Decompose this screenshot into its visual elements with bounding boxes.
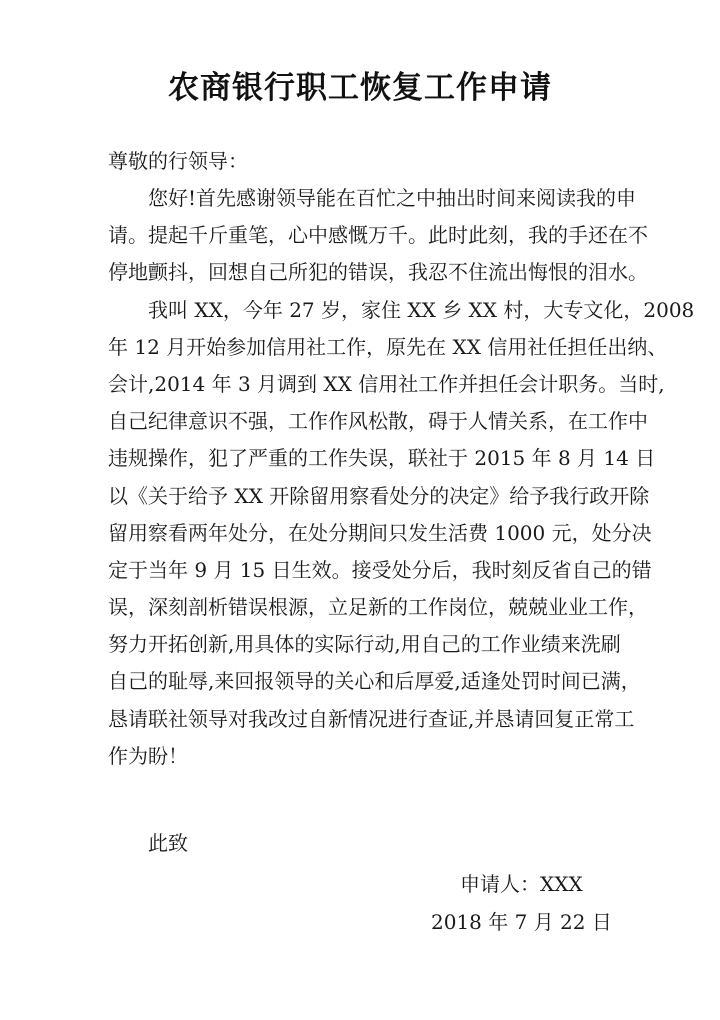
body-line: 会计,2014 年 3 月调到 XX 信用社工作并担任会计职务。当时, [108, 371, 665, 396]
body-line: 停地颤抖，回想自己所犯的错误，我忍不住流出悔恨的泪水。 [108, 260, 648, 285]
body-line: 违规操作，犯了严重的工作失误，联社于 2015 年 8 月 14 日 [108, 446, 656, 471]
body-line: 自己的耻辱,来回报领导的关心和后厚爱,适逢处罚时间已满， [108, 669, 641, 694]
body-line: 以《关于给予 XX 开除留用察看处分的决定》给予我行政开除 [108, 483, 650, 508]
signature: 申请人：XXX [460, 872, 583, 896]
body-line: 自己纪律意识不强，工作作风松散，碍于人情关系，在工作中 [108, 409, 648, 434]
body-line: 误，深刻剖析错误根源，立足新的工作岗位，兢兢业业工作， [108, 595, 648, 620]
body-line: 请。提起千斤重笔，心中感慨万千。此时此刻，我的手还在不 [108, 223, 648, 248]
date: 2018 年 7 月 22 日 [431, 910, 612, 934]
body-line: 作为盼！ [108, 743, 188, 768]
body-line: 定于当年 9 月 15 日生效。接受处分后，我时刻反省自己的错 [108, 557, 652, 582]
document-title: 农商银行职工恢复工作申请 [168, 70, 552, 106]
closing: 此致 [148, 831, 188, 855]
document-body [108, 180, 695, 775]
body-line: 努力开拓创新,用具体的实际行动,用自己的工作业绩来洗刷 [108, 632, 621, 657]
salutation: 尊敬的行领导： [108, 149, 248, 173]
body-line: 我叫 XX，今年 27 岁，家住 XX 乡 XX 村，大专文化，2008 [148, 297, 695, 322]
body-line: 您好!首先感谢领导能在百忙之中抽出时间来阅读我的申 [148, 186, 637, 210]
body-line: 留用察看两年处分，在处分期间只发生活费 1000 元，处分决 [108, 520, 652, 545]
body-line: 恳请联社领导对我改过自新情况进行查证,并恳请回复正常工 [108, 706, 635, 731]
body-line: 年 12 月开始参加信用社工作，原先在 XX 信用社任担任出纳、 [108, 334, 668, 359]
